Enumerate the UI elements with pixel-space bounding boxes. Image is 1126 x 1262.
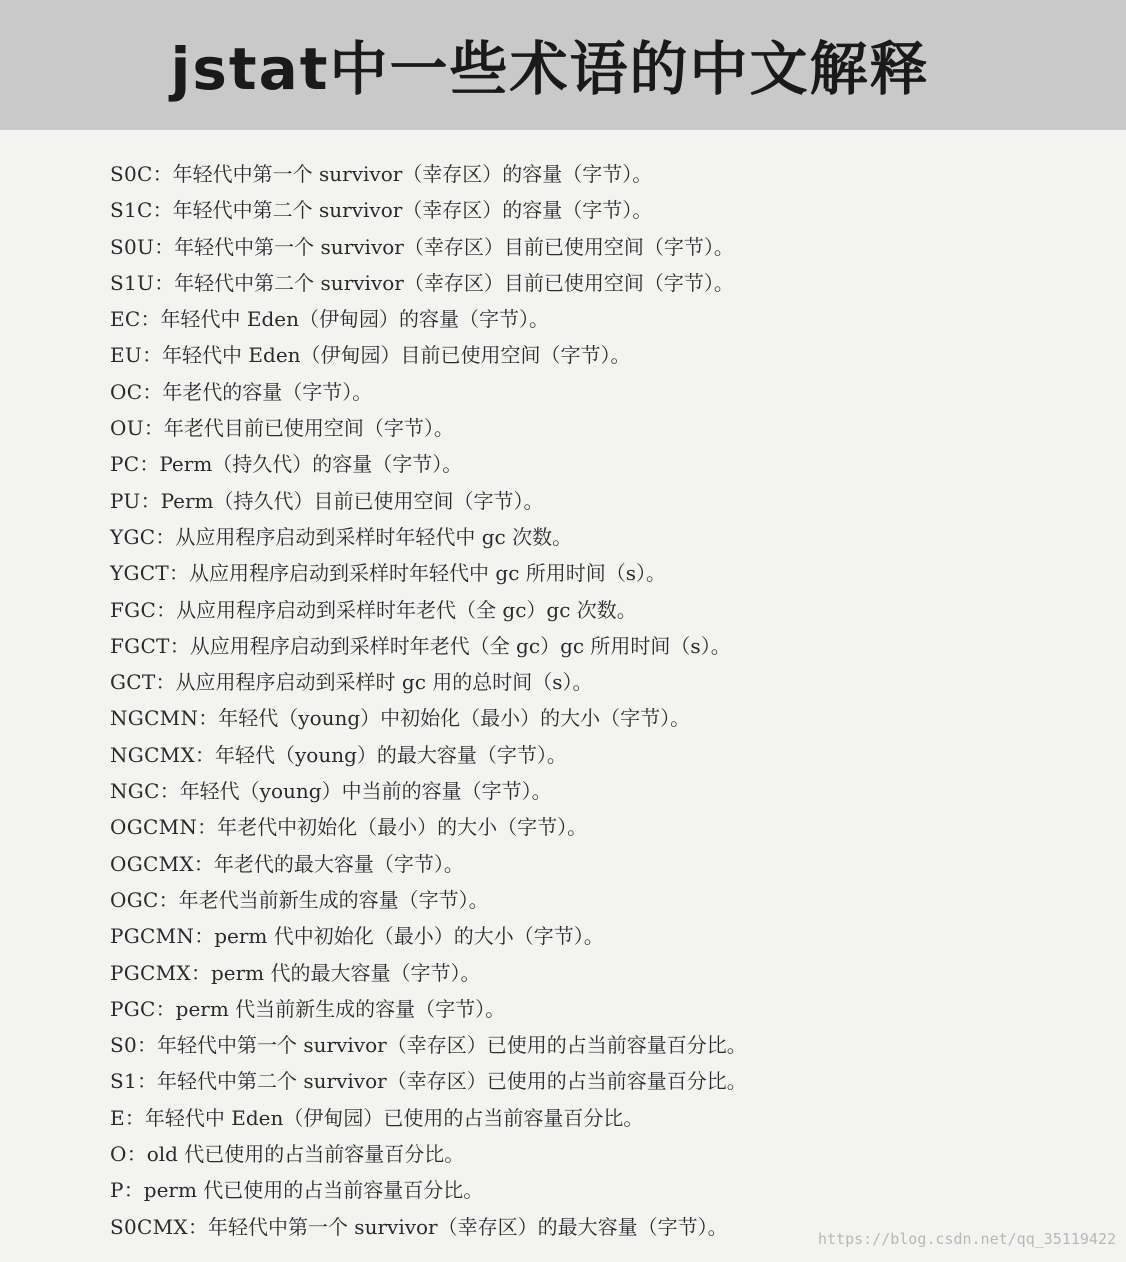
term-separator: ： [142,343,163,368]
term-label: OGCMX [110,851,194,876]
term-label: S0 [110,1033,138,1058]
term-description: 年轻代（young）中初始化（最小）的大小（字节）。 [218,706,691,731]
term-label: EC [110,307,141,332]
term-row-e [110,1100,1110,1136]
term-row-ec [110,301,1110,337]
term-separator: ： [123,1178,144,1203]
term-label: PU [110,488,141,513]
term-separator: ： [158,887,179,912]
term-description: 从应用程序启动到采样时年老代（全 gc）gc 所用时间（s）。 [189,633,731,658]
term-row-oc [110,374,1110,410]
term-row-s1u [110,265,1110,301]
term-separator: ： [137,1069,158,1094]
term-separator: ： [137,1033,158,1058]
term-row-s0 [110,1027,1110,1063]
term-description: perm 代当前新生成的容量（字节）。 [175,996,506,1021]
term-separator: ： [142,379,163,404]
term-separator: ： [190,960,211,985]
term-description: 年轻代中第一个 survivor（幸存区）目前已使用空间（字节）。 [174,234,734,259]
term-separator: ： [154,234,175,259]
term-row-ngcmx [110,737,1110,773]
term-separator: ： [193,851,214,876]
term-row-gct [110,664,1110,700]
term-row-s1c [110,192,1110,228]
term-row-s0u [110,229,1110,265]
term-label: S1U [110,270,155,295]
term-separator: ： [159,779,180,804]
term-label: S0U [110,234,155,259]
term-label: S0CMX [110,1214,188,1239]
term-description: 从应用程序启动到采样时年老代（全 gc）gc 次数。 [176,597,637,622]
term-separator: ： [139,452,160,477]
term-label: YGCT [110,561,170,586]
term-separator: ： [169,633,190,658]
term-row-ou [110,410,1110,446]
term-description: 年轻代中 Eden（伊甸园）已使用的占当前容量百分比。 [144,1105,644,1130]
term-separator: ： [197,815,218,840]
term-row-pu [110,483,1110,519]
term-separator: ： [198,706,219,731]
term-label: OGC [110,887,159,912]
term-separator: ： [155,524,176,549]
term-row-ngc [110,773,1110,809]
term-description: 年轻代中第一个 survivor（幸存区）已使用的占当前容量百分比。 [157,1033,747,1058]
term-label: NGC [110,779,160,804]
term-label: PGC [110,996,156,1021]
term-description: 年轻代（young）中当前的容量（字节）。 [179,779,552,804]
term-label: FGC [110,597,157,622]
term-description: perm 代已使用的占当前容量百分比。 [143,1178,484,1203]
term-separator: ： [140,488,161,513]
term-label: S1C [110,198,153,223]
term-label: OGCMN [110,815,198,840]
term-label: OU [110,416,144,441]
term-row-pgcmn [110,918,1110,954]
term-row-eu [110,337,1110,373]
term-description: 年轻代中 Eden（伊甸园）的容量（字节）。 [160,307,549,332]
term-label: E [110,1105,125,1130]
term-row-p [110,1172,1110,1208]
term-row-pc [110,446,1110,482]
term-row-fgc [110,592,1110,628]
term-description: 年老代的最大容量（字节）。 [213,851,464,876]
term-label: PGCMN [110,924,195,949]
term-separator: ： [154,270,175,295]
term-description: 年老代的容量（字节）。 [162,379,373,404]
term-label: O [110,1142,127,1167]
term-description: 从应用程序启动到采样时年轻代中 gc 所用时间（s）。 [189,561,667,586]
term-description: 年老代中初始化（最小）的大小（字节）。 [217,815,588,840]
term-label: S0C [110,162,153,186]
term-row-ngcmn [110,700,1110,736]
term-separator: ： [156,597,177,622]
term-separator: ： [140,307,161,332]
term-description: 年老代目前已使用空间（字节）。 [163,416,454,441]
term-separator: ： [143,416,164,441]
term-description: 年老代当前新生成的容量（字节）。 [178,887,489,912]
term-separator: ： [195,742,215,767]
term-label: NGCMX [110,742,195,767]
term-separator: ： [155,670,176,695]
term-separator: ： [152,198,173,223]
term-description: Perm（持久代）的容量（字节）。 [159,452,463,477]
term-row-ogcmn [110,809,1110,845]
term-description: 年轻代中第一个 survivor（幸存区）的容量（字节）。 [172,162,653,186]
term-label: PGCMX [110,960,191,985]
term-row-fgct [110,628,1110,664]
term-row-s1 [110,1063,1110,1099]
term-label: NGCMN [110,706,199,731]
watermark-url: https://blog.csdn.net/qq_35119422 [817,1230,1116,1248]
term-separator: ： [169,561,190,586]
term-row-ogcmx [110,846,1110,882]
term-label: P [110,1178,124,1203]
term-description: old 代已使用的占当前容量百分比。 [146,1142,465,1167]
term-separator: ： [155,996,176,1021]
term-description: perm 代中初始化（最小）的大小（字节）。 [214,924,604,949]
term-label: EU [110,343,143,368]
term-separator: ： [126,1142,147,1167]
term-description: 年轻代中第一个 survivor（幸存区）的最大容量（字节）。 [207,1214,728,1239]
header-band [0,0,1126,130]
term-label: S1 [110,1069,138,1094]
term-row-o [110,1136,1110,1172]
term-description: 年轻代中第二个 survivor（幸存区）已使用的占当前容量百分比。 [157,1069,747,1094]
term-description: 年轻代（young）的最大容量（字节）。 [215,742,567,767]
term-row-ygc [110,519,1110,555]
term-label: PC [110,452,140,477]
term-description: 从应用程序启动到采样时 gc 用的总时间（s）。 [175,670,593,695]
term-label: FGCT [110,633,170,658]
term-description: 年轻代中 Eden（伊甸园）目前已使用空间（字节）。 [162,343,631,368]
term-description: 年轻代中第二个 survivor（幸存区）的容量（字节）。 [172,198,653,223]
term-row-ogc [110,882,1110,918]
term-label: GCT [110,670,156,695]
term-row-pgcmx [110,955,1110,991]
term-separator: ： [124,1105,145,1130]
term-description: 从应用程序启动到采样时年轻代中 gc 次数。 [175,524,573,549]
term-row-ygct [110,555,1110,591]
term-description: 年轻代中第二个 survivor（幸存区）目前已使用空间（字节）。 [174,270,734,295]
term-separator: ： [152,162,173,186]
term-list [110,156,1110,1245]
term-separator: ： [187,1214,208,1239]
term-description: perm 代的最大容量（字节）。 [210,960,481,985]
term-row-pgc [110,991,1110,1027]
term-description: Perm（持久代）目前已使用空间（字节）。 [160,488,544,513]
term-label: YGC [110,524,156,549]
page-title: jstat中一些术语的中文解释 [170,35,930,103]
term-row-s0c [110,156,1110,192]
term-label: OC [110,379,143,404]
term-separator: ： [194,924,215,949]
